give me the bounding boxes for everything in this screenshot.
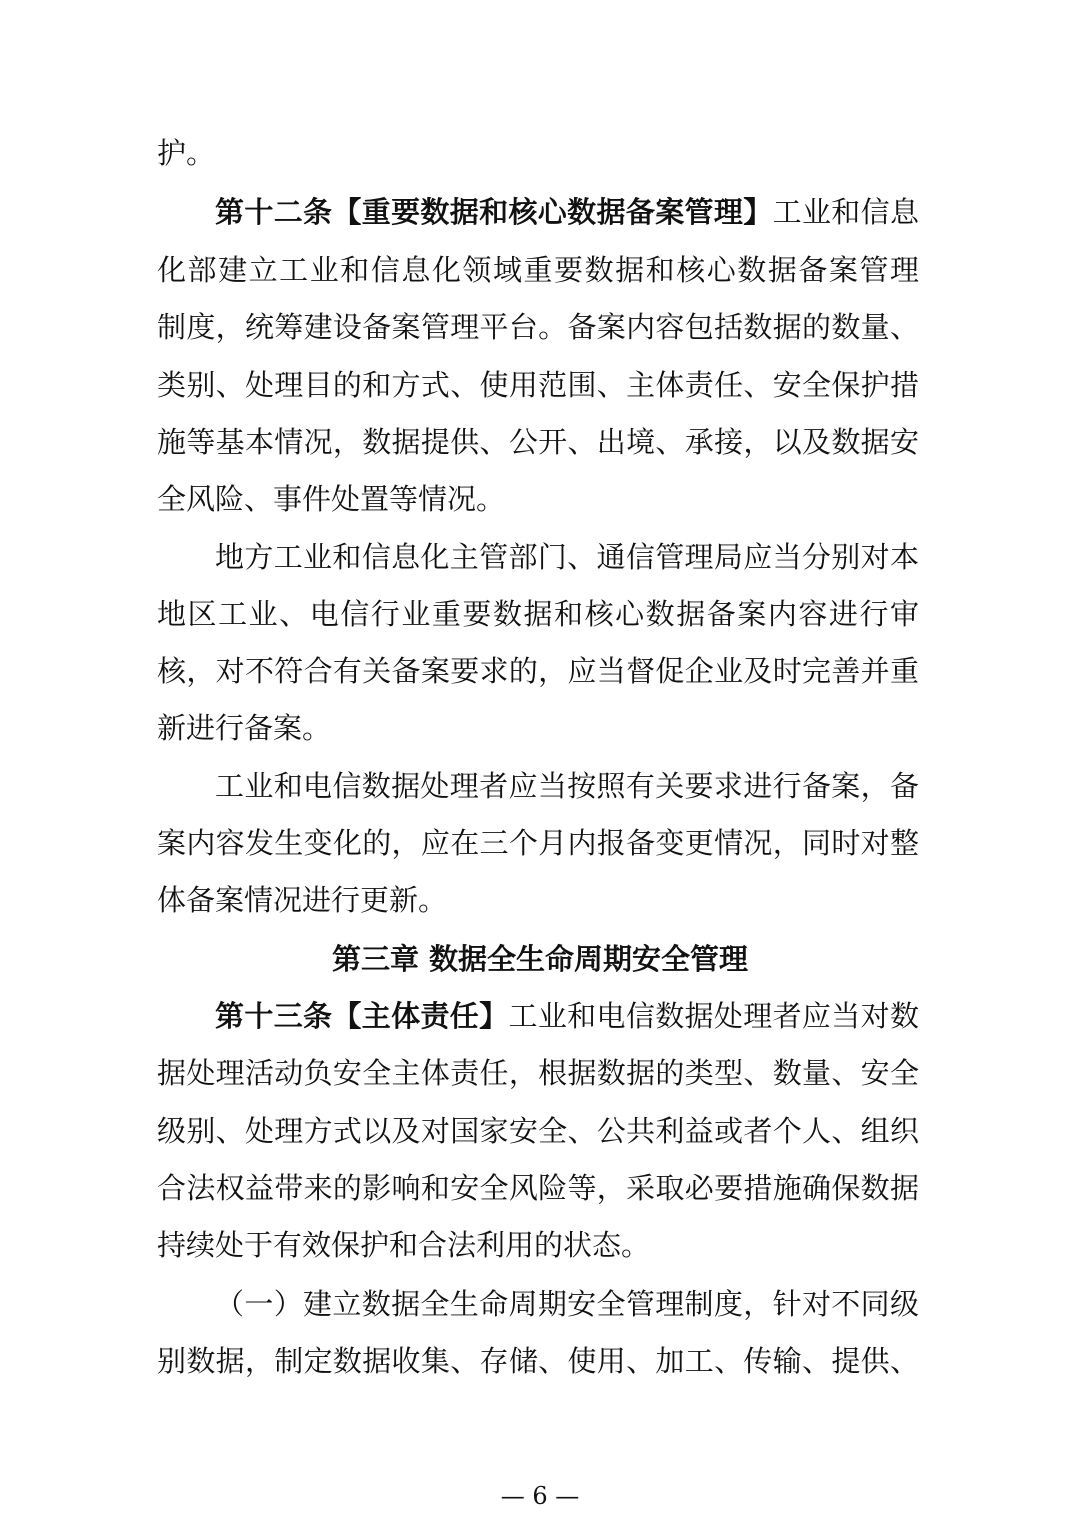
article-12-title: 第十二条【重要数据和核心数据备案管理】 bbox=[215, 195, 773, 229]
text-line: 新进行备案。 bbox=[157, 711, 332, 745]
text-line: 施等基本情况，数据提供、公开、出境、承接，以及数据安 bbox=[157, 425, 919, 459]
article-13-line bbox=[215, 996, 919, 1036]
text-line: 级别、处理方式以及对国家安全、公共利益或者个人、组织 bbox=[157, 1114, 919, 1148]
text-line: 体备案情况进行更新。 bbox=[157, 883, 448, 917]
text-line: 案内容发生变化的，应在三个月内报备变更情况，同时对整 bbox=[157, 826, 919, 860]
text-line: 工业和电信数据处理者应当按照有关要求进行备案，备 bbox=[215, 769, 919, 803]
text-line: 核，对不符合有关备案要求的，应当督促企业及时完善并重 bbox=[157, 654, 919, 688]
text-line: 化部建立工业和信息化领域重要数据和核心数据备案管理 bbox=[157, 253, 919, 287]
article-13-title: 第十三条【主体责任】 bbox=[215, 999, 509, 1033]
page-number: — 6 — bbox=[500, 1482, 580, 1510]
text-line: 类别、处理目的和方式、使用范围、主体责任、安全保护措 bbox=[157, 368, 919, 402]
text-line: 地区工业、电信行业重要数据和核心数据备案内容进行审 bbox=[157, 597, 919, 631]
text-line: 据处理活动负安全主体责任，根据数据的类型、数量、安全 bbox=[157, 1056, 919, 1090]
text-line: 护。 bbox=[157, 136, 216, 170]
chapter-heading: 第三章 数据全生命周期安全管理 bbox=[331, 942, 749, 976]
text-line: 持续处于有效保护和合法利用的状态。 bbox=[157, 1228, 651, 1262]
text-line: 别数据，制定数据收集、存储、使用、加工、传输、提供、 bbox=[157, 1344, 919, 1378]
text-span: 工业和电信数据处理者应当对数 bbox=[508, 999, 919, 1033]
text-line: 制度，统筹建设备案管理平台。备案内容包括数据的数量、 bbox=[157, 310, 919, 344]
text-span: 工业和信息 bbox=[772, 195, 919, 229]
article-12-line bbox=[215, 192, 919, 232]
list-item-line: （一）建立数据全生命周期安全管理制度，针对不同级 bbox=[215, 1287, 919, 1321]
text-line: 地方工业和信息化主管部门、通信管理局应当分别对本 bbox=[215, 540, 919, 574]
text-line: 全风险、事件处置等情况。 bbox=[157, 482, 506, 516]
text-line: 合法权益带来的影响和安全风险等，采取必要措施确保数据 bbox=[157, 1171, 919, 1205]
